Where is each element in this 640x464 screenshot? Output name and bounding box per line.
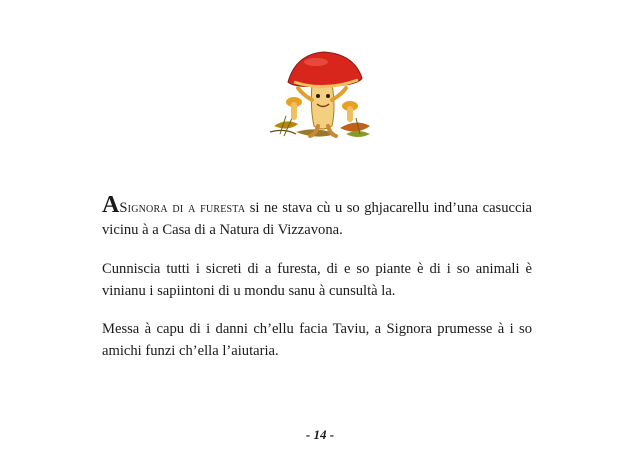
- paragraph-1-text: si ne stava cù u so ghjacarellu ind’una casuccia vicinu à a Casa di a Natura di Vizzavona.: [102, 200, 533, 238]
- drop-initial: A: [102, 192, 120, 218]
- paragraph-3: Messa à capu di i danni ch’ellu facia Taviu, a Signora prumesse à i so amichi funzi ch’ella l’aiutaria.: [102, 321, 532, 359]
- paragraph-1: [102, 194, 532, 241]
- paragraph-2: Cunniscia tutti i sicreti di a furesta, di e so piante è di i so animali è vinianu i sapiintoni di u mondu sanu à cunsultà la.: [102, 261, 532, 299]
- page-number: - 14 -: [305, 427, 335, 442]
- small-caps-phrase: Signora di a furesta: [119, 200, 246, 216]
- mushroom-character-illustration: [266, 48, 376, 144]
